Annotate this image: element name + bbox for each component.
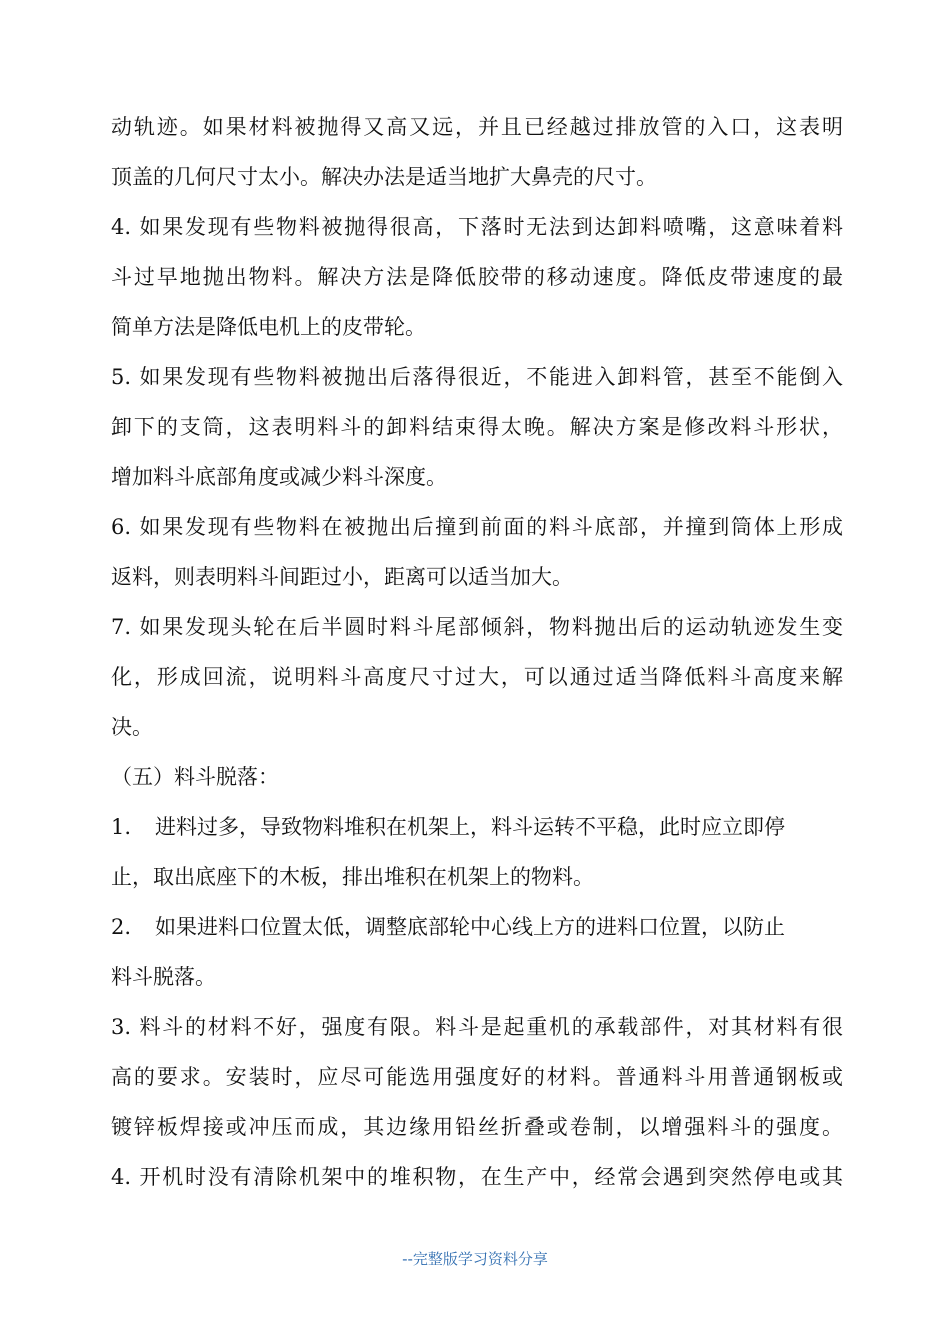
text-line: 镀锌板焊接或冲压而成，其边缘用铅丝折叠或卷制，以增强料斗的强度。 bbox=[111, 1115, 843, 1139]
list-number: 2. bbox=[111, 915, 132, 939]
text-line: 4. 如果发现有些物料被抛得很高，下落时无法到达卸料喷嘴，这意味着料 bbox=[111, 215, 843, 239]
text-line: 化，形成回流，说明料斗高度尺寸过大，可以通过适当降低料斗高度来解 bbox=[111, 665, 843, 689]
text-line: 卸下的支筒，这表明料斗的卸料结束得太晚。解决方案是修改料斗形状， bbox=[111, 415, 843, 439]
text-line: 止，取出底座下的木板，排出堆积在机架上的物料。 bbox=[111, 865, 594, 889]
text-line: 4. 开机时没有清除机架中的堆积物，在生产中，经常会遇到突然停电或其 bbox=[111, 1165, 843, 1189]
text-line: 3. 料斗的材料不好，强度有限。料斗是起重机的承载部件，对其材料有很 bbox=[111, 1015, 843, 1039]
text-line: 顶盖的几何尺寸太小。解决办法是适当地扩大鼻壳的尺寸。 bbox=[111, 165, 657, 189]
list-number: 1. bbox=[111, 815, 132, 839]
text-line: 5. 如果发现有些物料被抛出后落得很近，不能进入卸料管，甚至不能倒入 bbox=[111, 365, 843, 389]
section-heading: （五）料斗脱落： bbox=[111, 765, 279, 789]
text-line: 如果进料口位置太低，调整底部轮中心线上方的进料口位置，以防止 bbox=[155, 915, 785, 939]
list-item bbox=[111, 802, 843, 852]
list-item bbox=[111, 902, 843, 952]
text-line: 简单方法是降低电机上的皮带轮。 bbox=[111, 315, 426, 339]
document-body bbox=[111, 102, 843, 1202]
text-line: 返料，则表明料斗间距过小，距离可以适当加大。 bbox=[111, 565, 573, 589]
text-line: 斗过早地抛出物料。解决方法是降低胶带的移动速度。降低皮带速度的最 bbox=[111, 265, 843, 289]
text-line: 决。 bbox=[111, 715, 153, 739]
page-footer: --完整版学习资料分享 bbox=[402, 1250, 548, 1268]
text-line: 7. 如果发现头轮在后半圆时料斗尾部倾斜，物料抛出后的运动轨迹发生变 bbox=[111, 615, 843, 639]
text-line: 6. 如果发现有些物料在被抛出后撞到前面的料斗底部，并撞到筒体上形成 bbox=[111, 515, 843, 539]
text-line: 增加料斗底部角度或减少料斗深度。 bbox=[111, 465, 447, 489]
text-line: 动轨迹。如果材料被抛得又高又远，并且已经越过排放管的入口，这表明 bbox=[111, 115, 843, 139]
text-line: 高的要求。安装时，应尽可能选用强度好的材料。普通料斗用普通钢板或 bbox=[111, 1065, 843, 1089]
text-line: 料斗脱落。 bbox=[111, 965, 216, 989]
text-line: 进料过多，导致物料堆积在机架上，料斗运转不平稳，此时应立即停 bbox=[155, 815, 785, 839]
